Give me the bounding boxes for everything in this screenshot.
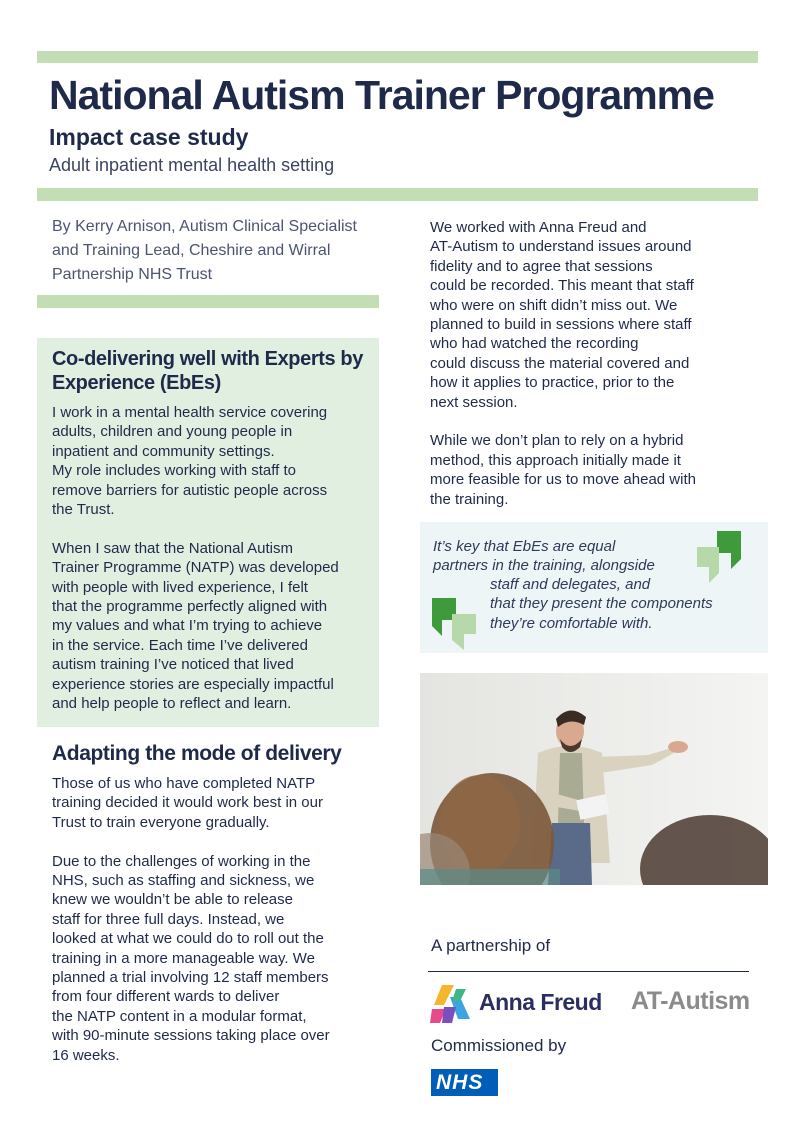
text-line: from four different wards to deliver	[52, 988, 280, 1006]
text-line: inpatient and community settings.	[52, 442, 275, 460]
text-line: While we don’t plan to rely on a hybrid	[430, 432, 684, 450]
text-line: Those of us who have completed NATP	[52, 775, 316, 792]
text-line: in the service. Each time I’ve delivered	[52, 636, 308, 654]
text-line: autism training I’ve noticed that lived	[52, 656, 294, 674]
quote-text-top	[433, 537, 713, 576]
quote-line: that they present the components	[490, 595, 713, 613]
nhs-logo	[431, 1069, 498, 1096]
text-line: could discuss the material covered and	[430, 354, 690, 372]
text-line: staff for three full days. Instead, we	[52, 910, 285, 928]
text-line: My role includes working with staff to	[52, 462, 296, 480]
text-line: next session.	[430, 393, 518, 411]
text-line: fidelity and to agree that sessions	[430, 257, 653, 275]
section1-heading-line: Co-delivering well with Experts by	[52, 348, 363, 370]
section1-heading-line: Experience (EbEs)	[52, 372, 221, 394]
text-line: with people with lived experience, I felt	[52, 578, 308, 596]
text-line: and help people to reflect and learn.	[52, 695, 292, 713]
author-byline	[52, 215, 382, 287]
text-line: who had watched the recording	[430, 335, 639, 353]
anna-freud-logo-text: Anna Freud	[479, 989, 602, 1015]
section1-body	[52, 403, 377, 713]
right-column-body	[430, 218, 760, 509]
text-line: remove barriers for autistic people across	[52, 481, 328, 499]
text-line: experience stories are especially impactful	[52, 675, 334, 693]
text-line: could be recorded. This meant that staff	[430, 277, 694, 295]
text-line: training in a more manageable way. We	[52, 949, 315, 967]
page-subtitle: Impact case study	[49, 124, 249, 150]
byline-line: Partnership NHS Trust	[52, 266, 213, 283]
section2-heading: Adapting the mode of delivery	[52, 742, 342, 765]
text-line: 16 weeks.	[52, 1046, 120, 1064]
text-line: with 90-minute sessions taking place over	[52, 1027, 330, 1045]
footer-rule	[428, 971, 749, 972]
anna-freud-logo-icon	[430, 983, 474, 1025]
text-line: planned to build in sessions where staff	[430, 316, 692, 334]
paragraph	[52, 774, 377, 832]
section1-heading	[52, 347, 363, 395]
text-line: method, this approach initially made it	[430, 451, 681, 469]
at-autism-logo-text: AT-Autism	[631, 987, 750, 1015]
byline-line: and Training Lead, Cheshire and Wirral	[52, 242, 331, 259]
text-line: who were on shift didn’t miss out. We	[430, 296, 678, 314]
text-line: the training.	[430, 490, 509, 508]
quote-line: they’re comfortable with.	[490, 614, 653, 632]
text-line: Trainer Programme (NATP) was developed	[52, 559, 339, 577]
text-line: Due to the challenges of working in the	[52, 852, 311, 870]
paragraph	[430, 431, 760, 509]
text-line: my values and what I’m trying to achieve	[52, 617, 323, 635]
text-line: We worked with Anna Freud and	[430, 219, 647, 236]
nhs-logo-text: NHS	[436, 1071, 484, 1094]
text-line: looked at what we could do to roll out the	[52, 930, 324, 948]
text-line: training decided it would work best in our	[52, 794, 323, 812]
text-line: Trust to train everyone gradually.	[52, 813, 270, 831]
text-line: the NATP content in a modular format,	[52, 1007, 307, 1025]
text-line: knew we wouldn’t be able to release	[52, 891, 293, 909]
paragraph	[430, 218, 760, 412]
paragraph	[52, 852, 377, 1065]
header-top-bar	[37, 51, 758, 63]
paragraph	[52, 539, 377, 714]
presenter-photo	[420, 673, 768, 885]
closing-quote-icon	[697, 531, 743, 583]
text-line: how it applies to practice, prior to the	[430, 374, 675, 392]
text-line: When I saw that the National Autism	[52, 539, 293, 557]
setting-label: Adult inpatient mental health setting	[49, 155, 335, 175]
text-line: AT-Autism to understand issues around	[430, 238, 692, 256]
partnership-label: A partnership of	[431, 936, 551, 955]
text-line: planned a trial involving 12 staff members	[52, 969, 329, 987]
byline-divider-bar	[37, 295, 379, 308]
presenter-illustration	[420, 673, 768, 885]
byline-line: By Kerry Arnison, Autism Clinical Specialist	[52, 218, 357, 235]
commissioned-label: Commissioned by	[431, 1036, 567, 1055]
quote-text-bottom	[490, 575, 765, 633]
quote-line: It’s key that EbEs are equal	[433, 538, 616, 555]
text-line: that the programme perfectly aligned with	[52, 598, 328, 616]
section2-body	[52, 774, 377, 1065]
text-line: NHS, such as staffing and sickness, we	[52, 872, 315, 890]
opening-quote-icon	[432, 598, 478, 650]
text-line: more feasible for us to move ahead with	[430, 471, 696, 489]
quote-line: partners in the training, alongside	[433, 557, 655, 575]
page-title: National Autism Trainer Programme	[49, 72, 714, 118]
header-bottom-bar	[37, 188, 758, 201]
paragraph	[52, 403, 377, 519]
text-line: adults, children and young people in	[52, 423, 293, 441]
text-line: the Trust.	[52, 501, 115, 519]
text-line: I work in a mental health service covering	[52, 404, 328, 421]
quote-line: staff and delegates, and	[490, 576, 651, 593]
